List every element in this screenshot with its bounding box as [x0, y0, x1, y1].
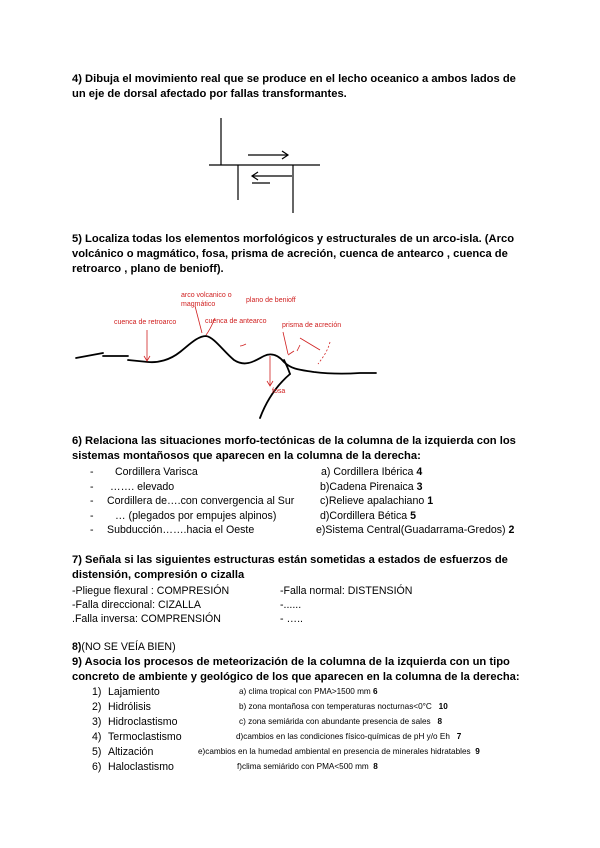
- q6-right-2: b)Cadena Pirenaica 3: [320, 481, 423, 493]
- q7-left-1: -Pliegue flexural : COMPRESIÓN: [72, 585, 230, 597]
- question-6: 6) Relaciona las situaciones morfo-tectónicas de la columna de la izquierda con los sistemas montañosos que aparecen en la columna de la derecha:: [72, 435, 516, 462]
- q6-left-1: Cordillera Varisca: [115, 466, 198, 478]
- question-9: 9) Asocia los procesos de meteorización de la columna de la izquierda con un tipo concreto de ambiente y geológico de los que aparecen en la columna de la derecha:: [72, 656, 520, 683]
- q9-name-6: Haloclastismo: [108, 761, 174, 773]
- question-4: 4) Dibuja el movimiento real que se produce en el lecho oceanico a ambos lados de un eje de dorsal afectado por fallas transformantes.: [72, 73, 516, 100]
- q6-right-4: d)Cordillera Bética 5: [320, 510, 416, 522]
- q9-name-3: Hidroclastismo: [108, 716, 178, 728]
- q6-left-2: ……. elevado: [110, 481, 175, 493]
- label-fosa: fosa: [272, 388, 286, 395]
- q7-right-1: -Falla normal: DISTENSIÓN: [280, 585, 413, 597]
- q9-name-2: Hidrólisis: [108, 701, 151, 713]
- q9-num-4: 4): [92, 731, 102, 743]
- question-5: 5) Localiza todas los elementos morfológicos y estructurales de un arco-isla. (Arco volcánico o magmático, fosa, prisma de acreción, cuenca de antearco , cuenca de retroarco , plano de benioff).: [72, 233, 515, 275]
- q9-num-2: 2): [92, 701, 102, 713]
- q6-right-3: c)Relieve apalachiano 1: [320, 495, 434, 507]
- q6-dash-5: -: [90, 524, 94, 536]
- q9-desc-3: c) zona semiárida con abundante presencia de sales 8: [239, 717, 443, 726]
- q9-desc-6: f)clima semiárido con PMA<500 mm 8: [237, 762, 378, 771]
- q6-dash-1: -: [90, 466, 94, 478]
- label-cuenca-retroarco: cuenca de retroarco: [114, 319, 177, 326]
- q9-desc-5: e)cambios en la humedad ambiental en presencia de minerales hidratables 9: [198, 747, 480, 756]
- question-7: 7) Señala si las siguientes estructuras están sometidas a estados de esfuerzos de distensión, compresión o cizalla: [72, 554, 508, 581]
- label-prisma-acrecion: prisma de acreción: [282, 322, 342, 329]
- q6-right-5: e)Sistema Central(Guadarrama-Gredos) 2: [316, 524, 515, 536]
- q9-num-1: 1): [92, 686, 102, 698]
- label-magmatico: magmático: [181, 301, 216, 308]
- q6-left-3: Cordillera de….con convergencia al Sur: [107, 495, 295, 507]
- q6-dash-3: -: [90, 495, 94, 507]
- q9-num-3: 3): [92, 716, 102, 728]
- question-8: 8)(NO SE VEÍA BIEN): [72, 641, 176, 653]
- q6-dash-4: -: [90, 510, 94, 522]
- q9-desc-2: b) zona montañosa con temperaturas nocturnas<0°C 10: [239, 702, 448, 711]
- q9-name-5: Altización: [108, 746, 154, 758]
- q7-right-3: - …..: [280, 613, 303, 625]
- label-plano-benioff: plano de benioff: [246, 297, 296, 304]
- q6-left-4: … (plegados por empujes alpinos): [115, 510, 277, 522]
- q6-right-1: a) Cordillera Ibérica 4: [321, 466, 423, 478]
- q6-dash-2: -: [90, 481, 94, 493]
- q9-name-4: Termoclastismo: [108, 731, 182, 743]
- q9-num-6: 6): [92, 761, 102, 773]
- q9-desc-1: a) clima tropical con PMA>1500 mm 6: [239, 687, 378, 696]
- q9-name-1: Lajamiento: [108, 686, 160, 698]
- q7-left-3: .Falla inversa: COMPRENSIÓN: [72, 613, 221, 625]
- label-cuenca-antearco: cuenca de antearco: [205, 318, 267, 325]
- q7-left-2: -Falla direccional: CIZALLA: [72, 599, 201, 611]
- q7-right-2: -......: [280, 599, 302, 611]
- label-arco-volcanico: arco volcanico o: [181, 292, 232, 299]
- q6-left-5: Subducción…….hacia el Oeste: [107, 524, 255, 536]
- q9-desc-4: d)cambios en las condiciones físico-químicas de pH y/o Eh 7: [236, 732, 462, 741]
- q9-num-5: 5): [92, 746, 102, 758]
